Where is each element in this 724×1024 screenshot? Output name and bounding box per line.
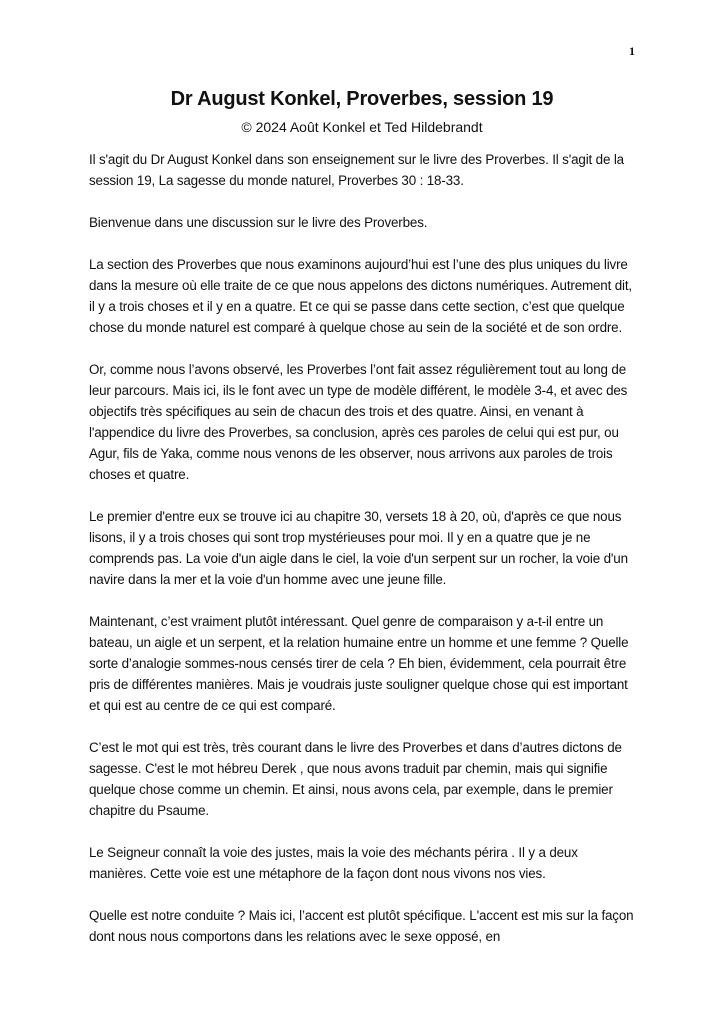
paragraph-numerical-sayings: La section des Proverbes que nous examinons aujourd’hui est l’une des plus uniques du livre dans la mesure où elle traite de ce que nous appelons des dictons numériques. Autrement dit, il y a trois choses et il y en a quatre. Et ce qui se passe dans cette section, c’est que quelque chose du monde naturel est comparé à quelque chose au sein de la société et de son ordre. bbox=[89, 257, 632, 335]
page-number: 1 bbox=[629, 44, 635, 58]
paragraph-conduct: Quelle est notre conduite ? Mais ici, l’accent est plutôt spécifique. L'accent est mis sur la façon dont nous nous comportons dans les relations avec le sexe opposé, en bbox=[89, 908, 634, 944]
copyright-line: © 2024 Août Konkel et Ted Hildebrandt bbox=[241, 119, 483, 135]
paragraph-welcome: Bienvenue dans une discussion sur le livre des Proverbes. bbox=[89, 215, 428, 230]
document-body bbox=[89, 149, 637, 968]
paragraph-derek: C’est le mot qui est très, très courant dans le livre des Proverbes et dans d’autres dictons de sagesse. C'est le mot hébreu Derek , que nous avons traduit par chemin, mais qui signifie quelque chose comme un chemin. Et ainsi, nous avons cela, par exemple, dans le premier chapitre du Psaume. bbox=[89, 740, 622, 818]
paragraph-two-ways: Le Seigneur connaît la voie des justes, mais la voie des méchants périra . Il y a deux manières. Cette voie est une métaphore de la façon dont nous vivons nos vies. bbox=[89, 845, 578, 881]
paragraph-pattern: Or, comme nous l’avons observé, les Proverbes l’ont fait assez régulièrement tout au long de leur parcours. Mais ici, ils le font avec un type de modèle différent, le modèle 3-4, et avec des objectifs très spécifiques au sein de chacun des trois et des quatre. Ainsi, en venant à l'appendice du livre des Proverbes, sa conclusion, après ces paroles de celui qui est pur, ou Agur, fils de Yaka, comme nous venons de les observer, nous arrivons aux paroles de trois choses et quatre. bbox=[89, 362, 628, 482]
paragraph-chapter-30: Le premier d'entre eux se trouve ici au chapitre 30, versets 18 à 20, où, d'après ce que nous lisons, il y a trois choses qui sont trop mystérieuses pour moi. Il y en a quatre que je ne comprends pas. La voie d'un aigle dans le ciel, la voie d'un serpent sur un rocher, la voie d'un navire dans la mer et la voie d'un homme avec une jeune fille. bbox=[89, 509, 628, 587]
document-title: Dr August Konkel, Proverbes, session 19 bbox=[170, 88, 554, 110]
paragraph-comparison: Maintenant, c’est vraiment plutôt intéressant. Quel genre de comparaison y a-t-il entre un bateau, un aigle et un serpent, et la relation humaine entre un homme et une femme ? Quelle sorte d’analogie sommes-nous censés tirer de cela ? Eh bien, évidemment, cela pourrait être pris de différentes manières. Mais je voudrais juste souligner quelque chose qui est important et qui est au centre de ce qui est comparé. bbox=[89, 614, 629, 713]
paragraph-intro: Il s'agit du Dr August Konkel dans son enseignement sur le livre des Proverbes. Il s'agit de la session 19, La sagesse du monde naturel, Proverbes 30 : 18-33. bbox=[89, 152, 624, 188]
